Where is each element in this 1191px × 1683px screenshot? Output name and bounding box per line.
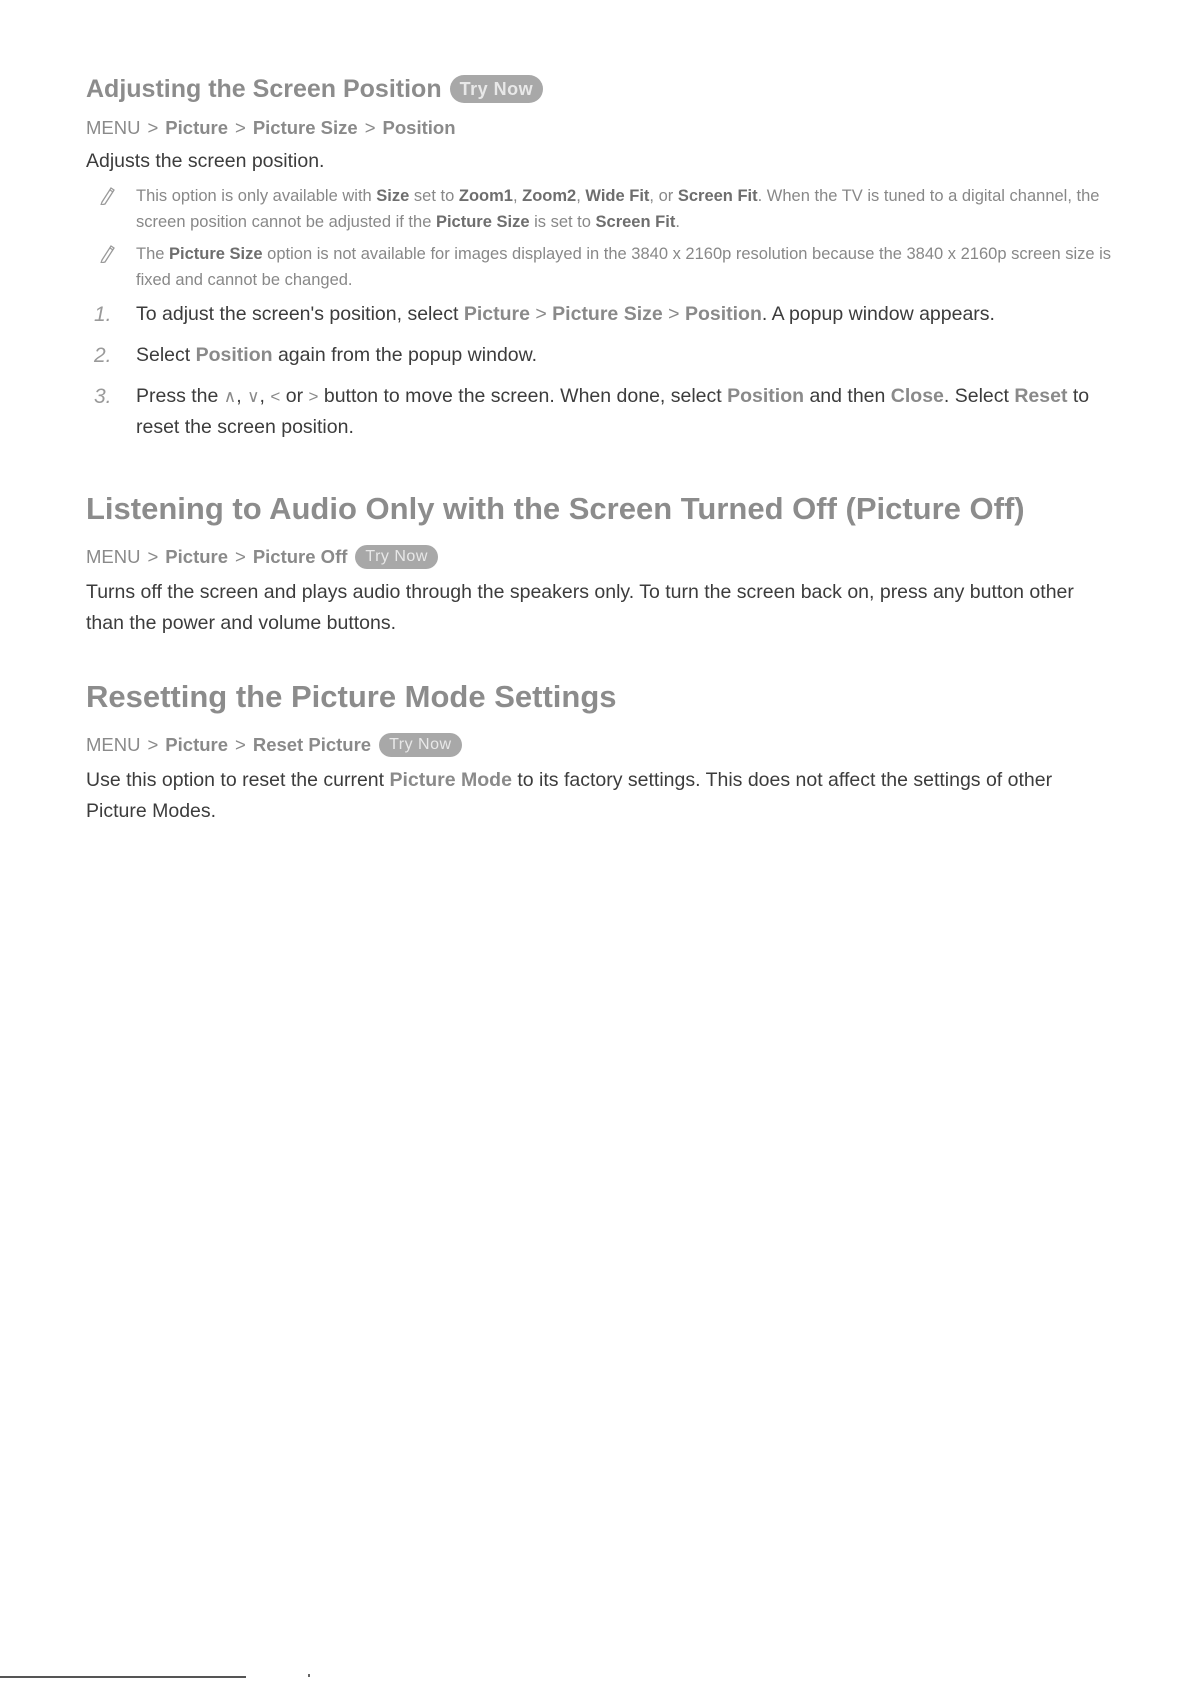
footer-mark [308,1674,310,1677]
chevron-right-icon: > [364,117,376,138]
section-description: Turns off the screen and plays audio through the speakers only. To turn the screen back on, press any button other than the power and volume buttons. [86,581,1074,634]
right-arrow-icon: > [308,387,319,406]
menu-path: MENU > Picture > Picture Off Try Now [86,543,1116,571]
note: This option is only available with Size set to Zoom1, Zoom2, Wide Fit, or Screen Fit. When the TV is tuned to a digital channel, the screen position cannot be adjusted if the Picture Size is set to Screen Fit. [86,183,1116,235]
chevron-right-icon: > [235,117,246,138]
try-now-button[interactable]: Try Now [379,733,461,757]
manual-page [86,70,1116,827]
footer-rule [0,1676,246,1678]
chevron-right-icon: > [147,734,159,755]
section-title-reset-picture: Resetting the Picture Mode Settings [86,679,617,714]
chevron-right-icon: > [147,117,159,138]
step-item: 2. Select Position again from the popup window. [86,340,1116,371]
up-arrow-icon: ∧ [223,387,237,406]
step-item: 1. To adjust the screen's position, select Picture > Picture Size > Position. A popup window appears. [86,299,1116,330]
step-item: 3. Press the ∧, ∨, < or > button to move the screen. When done, select Position and then Close. Select Reset to reset the screen position. [86,381,1116,443]
note: The Picture Size option is not available for images displayed in the 3840 x 2160p resolution because the 3840 x 2160p screen size is fixed and cannot be changed. [86,241,1116,293]
step-number: 2. [94,344,112,367]
step-number: 1. [94,303,112,326]
try-now-button[interactable]: Try Now [450,75,544,103]
step-number: 3. [94,385,112,408]
pencil-icon [98,243,116,263]
left-arrow-icon: < [270,387,281,406]
section-title-screen-position: Adjusting the Screen Position Try Now [86,70,1116,108]
down-arrow-icon: ∨ [247,387,260,406]
pencil-icon [98,185,116,205]
section-title-picture-off: Listening to Audio Only with the Screen Turned Off (Picture Off) [86,491,1025,526]
chevron-right-icon: > [147,546,159,567]
try-now-button[interactable]: Try Now [355,545,437,569]
menu-path: MENU > Picture > Reset Picture Try Now [86,731,1116,759]
section-description: Adjusts the screen position. [86,150,325,172]
section-description: Use this option to reset the current Picture Mode to its factory settings. This does not affect the settings of other Picture Modes. [86,769,1053,822]
menu-path: MENU > Picture > Picture Size > Position [86,117,456,138]
chevron-right-icon: > [235,546,246,567]
chevron-right-icon: > [235,734,246,755]
